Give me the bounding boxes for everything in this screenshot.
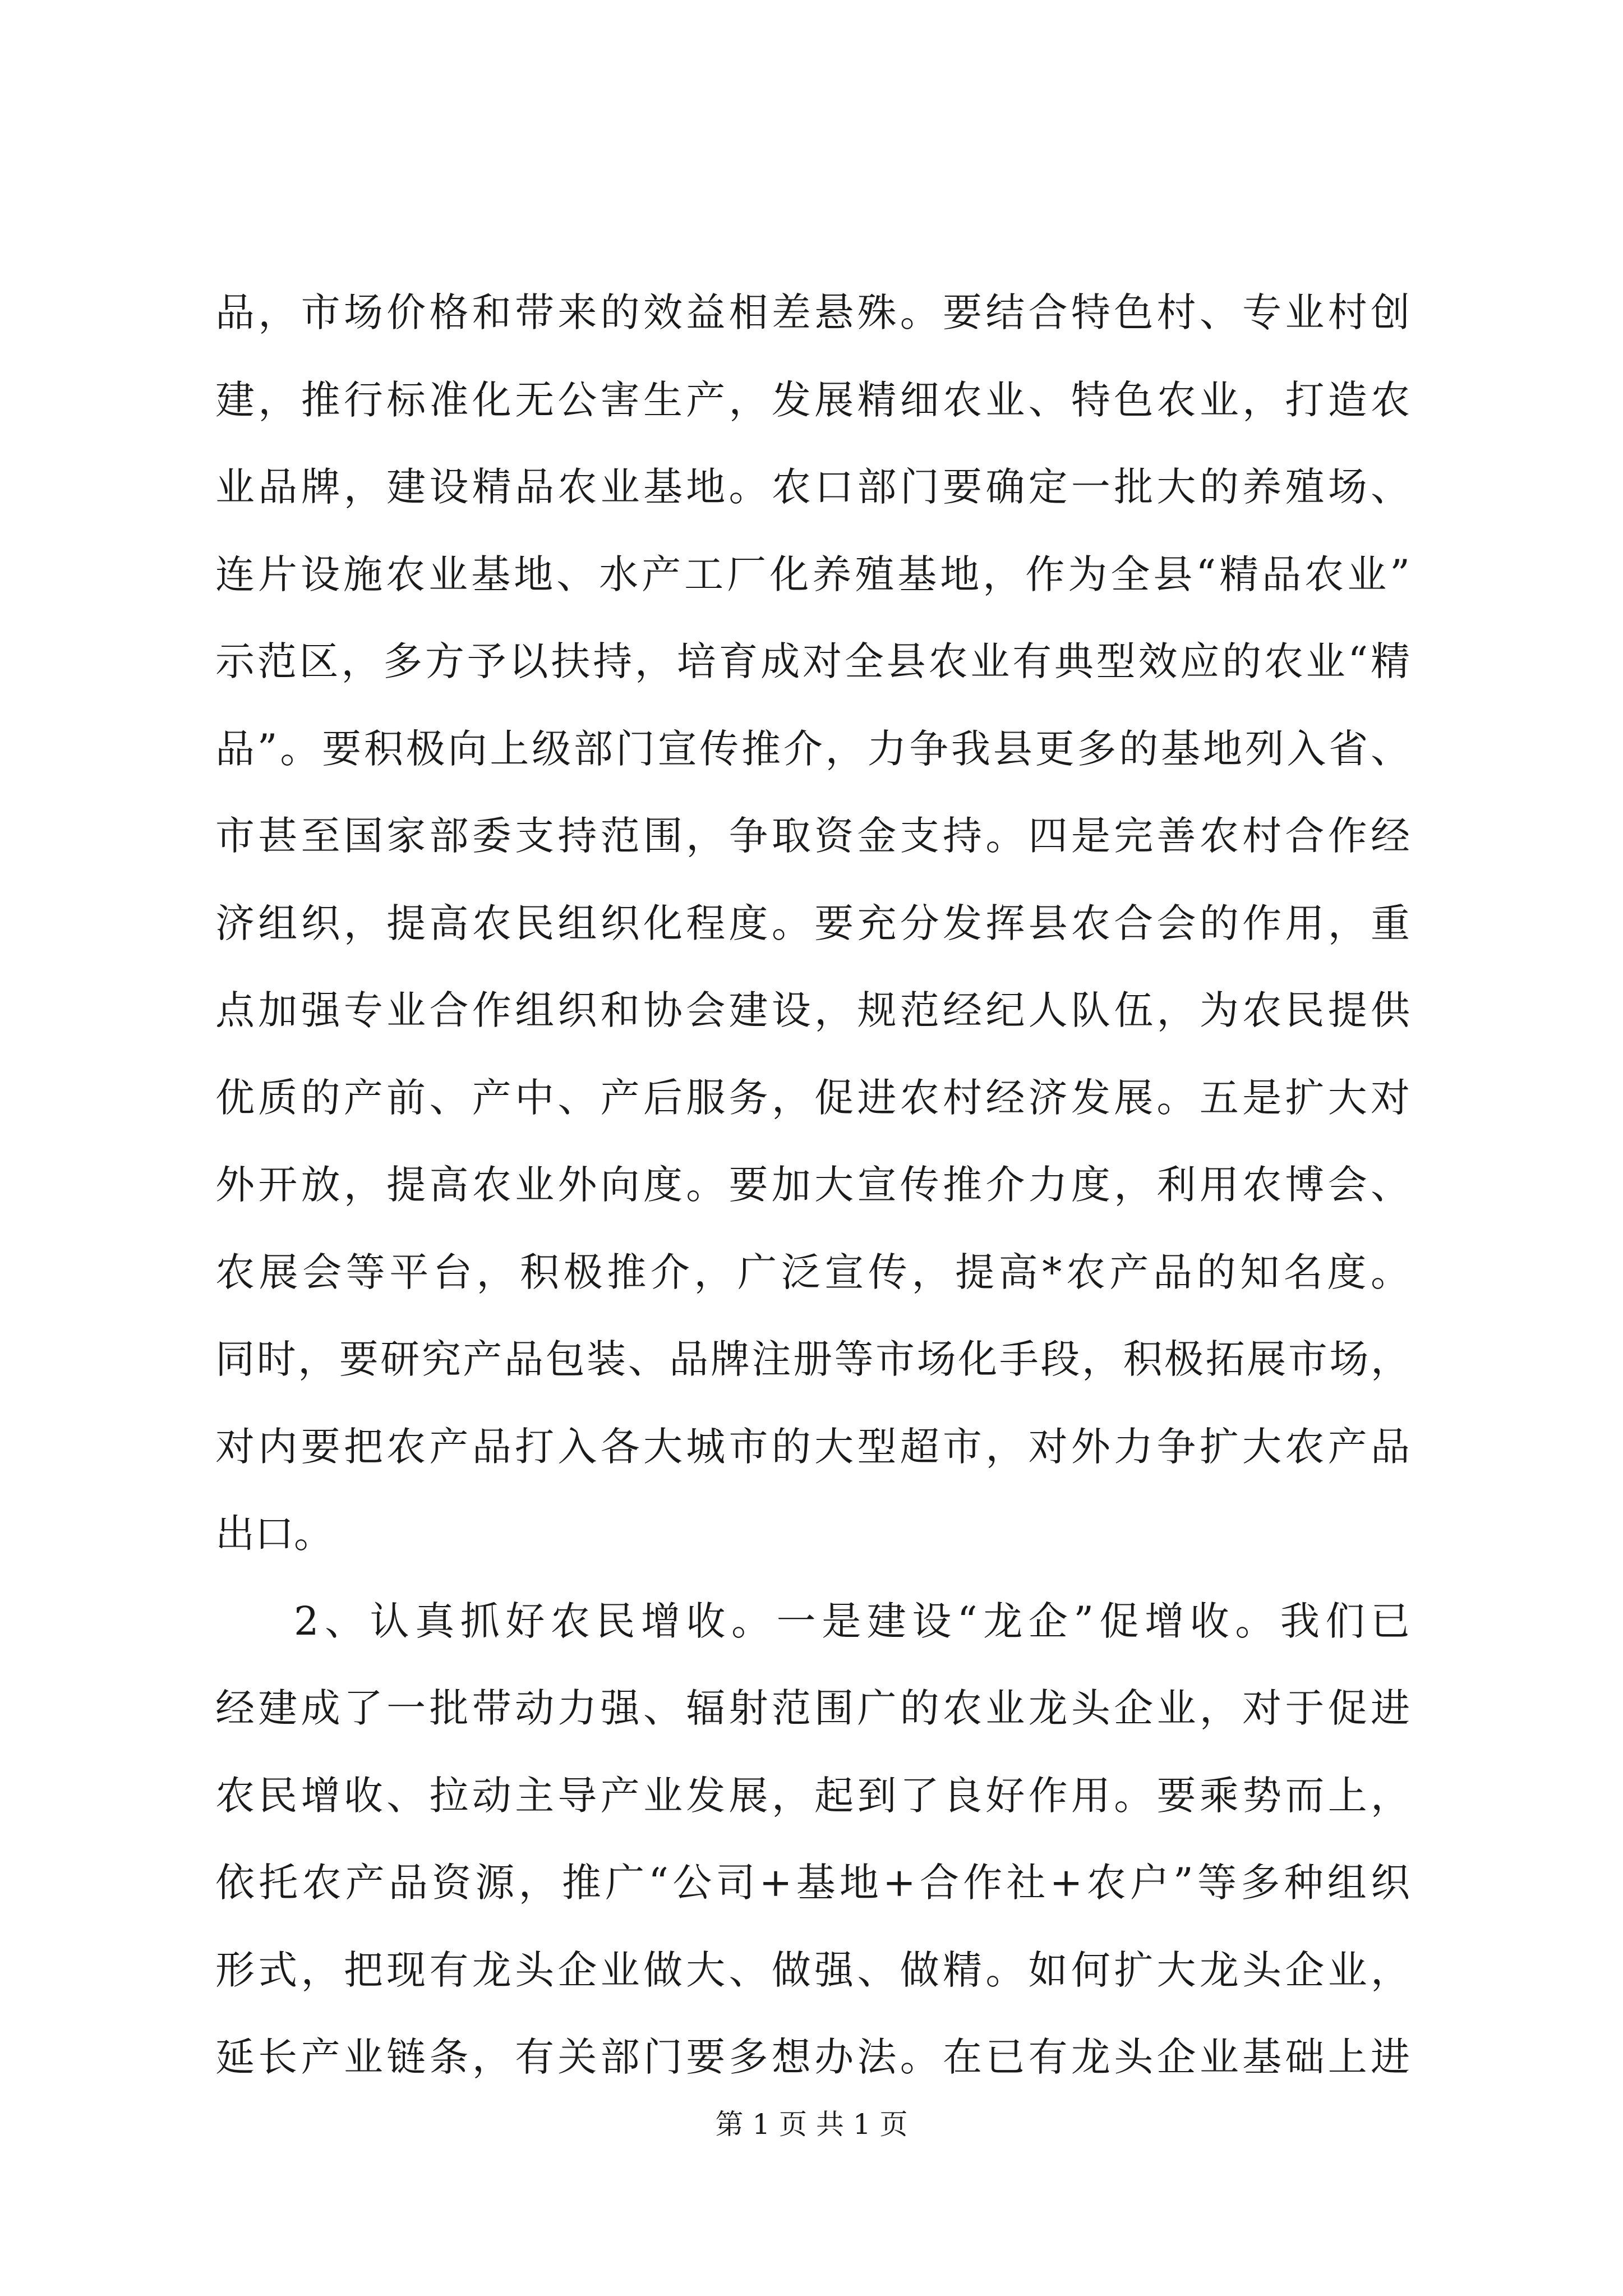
text-line: 建，推行标准化无公害生产，发展精细农业、特色农业，打造农 [215, 376, 1410, 423]
document-body [215, 290, 1410, 2122]
text-line: 出口。 [215, 1511, 333, 1557]
text-line: 经建成了一批带动力强、辐射范围广的农业龙头企业，对于促进 [215, 1685, 1410, 1731]
text-line: 同时，要研究产品包装、品牌注册等市场化手段，积极拓展市场， [215, 1336, 1410, 1382]
text-line: 农展会等平台，积极推介，广泛宣传，提高*农产品的知名度。 [215, 1249, 1410, 1295]
text-line: 业品牌，建设精品农业基地。农口部门要确定一批大的养殖场、 [215, 464, 1410, 510]
page-footer [0, 2106, 1623, 2142]
text-line: 对内要把农产品打入各大城市的大型超市，对外力争扩大农产品 [215, 1423, 1410, 1470]
text-line: 形式，把现有龙头企业做大、做强、做精。如何扩大龙头企业， [215, 1947, 1410, 1993]
text-line: 农民增收、拉动主导产业发展，起到了良好作用。要乘势而上， [215, 1772, 1410, 1819]
text-line: 连片设施农业基地、水产工厂化养殖基地，作为全县“精品农业” [215, 551, 1410, 597]
text-line: 济组织，提高农民组织化程度。要充分发挥县农合会的作用，重 [215, 900, 1410, 946]
text-line: 品，市场价格和带来的效益相差悬殊。要结合特色村、专业村创 [215, 289, 1410, 335]
text-line: 2、认真抓好农民增收。一是建设“龙企”促增收。我们已 [294, 1598, 1410, 1644]
text-line: 品”。要积极向上级部门宣传推介，力争我县更多的基地列入省、 [215, 725, 1410, 772]
text-line: 优质的产前、产中、产后服务，促进农村经济发展。五是扩大对 [215, 1074, 1410, 1121]
text-line: 延长产业链条，有关部门要多想办法。在已有龙头企业基础上进 [215, 2034, 1410, 2080]
text-line: 依托农产品资源，推广“公司+基地+合作社+农户”等多种组织 [215, 1860, 1410, 1906]
page-number-label: 第 1 页 共 1 页 [715, 2108, 908, 2141]
text-line: 市甚至国家部委支持范围，争取资金支持。四是完善农村合作经 [215, 813, 1410, 859]
text-line: 点加强专业合作组织和协会建设，规范经纪人队伍，为农民提供 [215, 987, 1410, 1033]
text-line: 外开放，提高农业外向度。要加大宣传推介力度，利用农博会、 [215, 1162, 1410, 1208]
text-line: 示范区，多方予以扶持，培育成对全县农业有典型效应的农业“精 [215, 638, 1410, 684]
